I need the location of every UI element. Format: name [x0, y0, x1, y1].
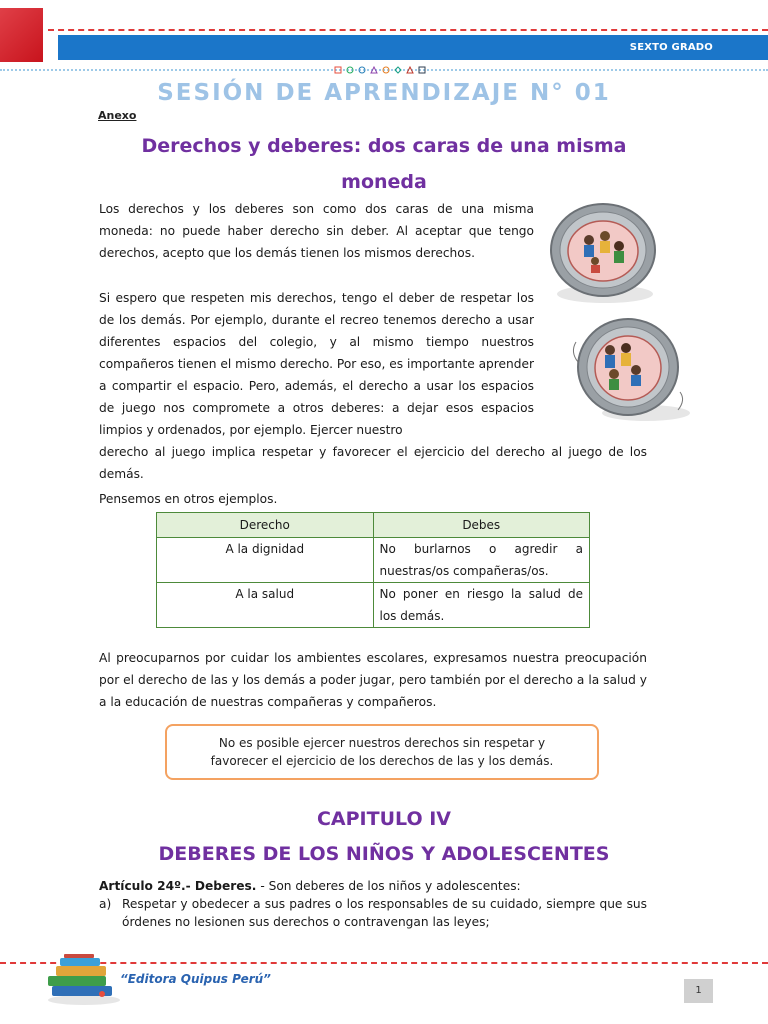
table-cell: No burlarnos o agredir a nuestras/os compañeras/os. — [373, 538, 590, 583]
paragraph-other-examples: Pensemos en otros ejemplos. — [99, 492, 278, 506]
anexo-label: Anexo — [98, 109, 137, 122]
brand-red-square — [0, 8, 43, 62]
section-subtitle: Derechos y deberes: dos caras de una misma moneda — [141, 135, 627, 193]
rights-duties-table — [156, 512, 590, 628]
coin-illustration-bottom — [568, 312, 693, 427]
decorative-shapes-icon — [334, 64, 434, 76]
table-header-row — [157, 513, 590, 538]
table-cell: A la dignidad — [157, 538, 374, 583]
publisher-name: “Editora Quipus Perú” — [120, 972, 271, 986]
page-title: SESIÓN DE APRENDIZAJE N° 01 — [157, 80, 611, 106]
chapter-number: CAPITULO IV — [316, 808, 451, 830]
table-cell: No poner en riesgo la salud de los demás. — [373, 583, 590, 628]
coin-illustration-top — [545, 198, 663, 308]
list-item-text: Respetar y obedecer a sus padres o los responsables de su cuidado, siempre que sus órdenes no lesionen sus derechos o contravengan las leyes; — [122, 897, 647, 929]
table-row — [157, 583, 590, 628]
callout-note — [165, 724, 599, 780]
list-item — [99, 895, 647, 931]
paragraph-intro: Los derechos y los deberes son como dos caras de una misma moneda: no puede haber derecho sin deber. Al aceptar que tengo derechos, acepto que los demás tienen los mismos derechos. — [99, 202, 534, 260]
article-intro: - Son deberes de los niños y adolescentes: — [256, 879, 521, 893]
header-dashed-line — [48, 29, 768, 31]
chapter-title: DEBERES DE LOS NIÑOS Y ADOLESCENTES — [158, 843, 610, 865]
list-item-marker: a) — [99, 897, 112, 911]
column-header-debes: Debes — [373, 513, 590, 538]
books-logo-icon — [44, 950, 122, 1006]
article-heading: Artículo 24º.- Deberes. — [99, 879, 257, 893]
article-24 — [99, 877, 647, 931]
paragraph-conclusion: Al preocuparnos por cuidar los ambientes escolares, expresamos nuestra preocupación por el derecho de las y los demás a poder jugar, pero también por el derecho a la salud y a la educación de nuestras compañeras y compañeros. — [99, 651, 647, 709]
table-row — [157, 538, 590, 583]
page-number: 1 — [684, 979, 713, 1003]
paragraph-example-cont: derecho al juego implica respetar y favorecer el ejercicio del derecho al juego de los demás. — [99, 445, 647, 481]
article-intro-line — [99, 877, 647, 895]
callout-note-text: No es posible ejercer nuestros derechos sin respetar y favorecer el ejercicio de los derechos de las y los demás. — [210, 736, 554, 768]
paragraph-example: Si espero que respeten mis derechos, tengo el deber de respetar los de los demás. Por ejemplo, durante el recreo tenemos derecho a usar diferentes espacios del colegio, y al mismo tiempo nuestros compañeros tienen el mismo derecho. Por eso, es importante aprender a compartir el espacio. Pero, además, el derecho a usar los espacios de juego nos compromete a otros deberes: a dejar esos espacios limpios y ordenados, por ejemplo. Ejercer nuestro — [99, 291, 534, 437]
column-header-derecho: Derecho — [157, 513, 374, 538]
grade-label: SEXTO GRADO — [629, 42, 713, 53]
table-cell: A la salud — [157, 583, 374, 628]
